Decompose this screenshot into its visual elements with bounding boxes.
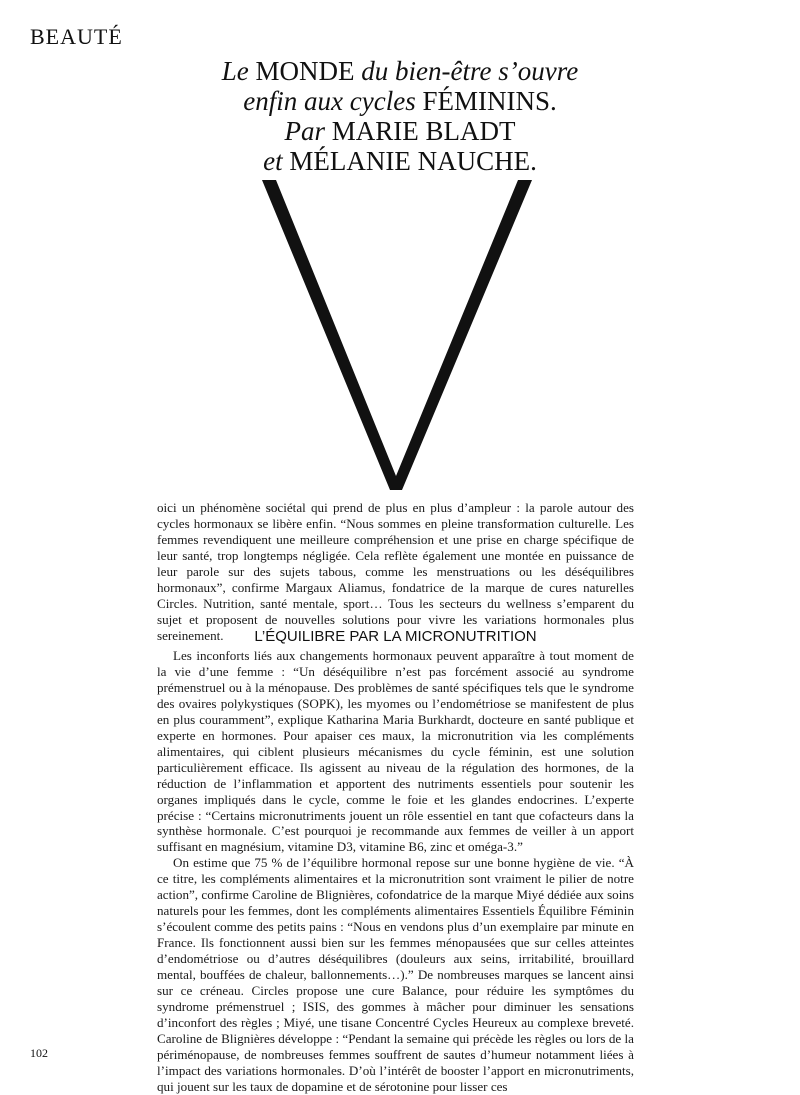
intro-text: oici un phénomène sociétal qui prend de plus en plus d’ampleur : la parole autour des cycles hormonaux se libère enfin. “Nous sommes en pleine transformation culturelle. Les femmes revendiquent une meilleure compréhension et une prise en charge spécifique de leur santé, trop longtemps négligée. Cela reflète également une montée en puissance de leur parole sur des sujets tabous, comme les menstruations ou les déséquilibres hormonaux”, confirme Margaux Aliamus, fondatrice de la marque de cures naturelles Circles. Nutrition, santé mentale, sport… Tous les secteurs du wellness s’emparent du sujet et proposent de nouvelles solutions pour vivre les variations hormonales plus sereinement. (157, 500, 634, 643)
body-paragraph: Les inconforts liés aux changements hormonaux peuvent apparaître à tout moment de la vie d’une femme : “Un déséquilibre n’est pas forcément associé au syndrome prémenstruel ou à la ménopause. Des problèmes de santé spécifiques tels que le syndrome des ovaires polykystiques (SOPK), les myomes ou l’endométriose se manifestent de plus en plus couramment”, explique Katharina Maria Burkhardt, docteure en santé publique et experte en hormones. Pour apaiser ces maux, la micronutrition via les compléments alimentaires, qui ciblent plusieurs mécanismes du cycle féminin, est une solution particulièrement efficace. Ils agissent au niveau de la régulation des hormones, de la réduction de l’inflammation et apportent des nutriments essentiels pour soutenir les organes impliqués dans le cycle, comme le foie et les glandes endocrines. L’experte précise : “Certains micronutriments jouent un rôle essentiel en tant que cofacteurs dans la synthèse hormonale. C’est pourquoi je recommande aux femmes de veiller à un apport suffisant en magnésium, vitamine D3, vitamine B6, zinc et oméga-3.” (157, 648, 634, 855)
headline-line (180, 86, 620, 116)
drop-cap (262, 180, 532, 490)
intro-paragraph (157, 500, 634, 644)
page-number: 102 (30, 1046, 48, 1060)
section-rubric: BEAUTÉ (30, 24, 123, 49)
section-heading: L’ÉQUILIBRE PAR LA MICRONUTRITION (254, 628, 537, 645)
headline-line (180, 116, 620, 146)
body-paragraph: On estime que 75 % de l’équilibre hormonal repose sur une bonne hygiène de vie. “À ce titre, les compléments alimentaires et la micronutrition sont vraiment le pilier de notre action”, confirme Caroline de Blignières, cofondatrice de la marque Miyé dédiée aux soins naturels pour les femmes, dont les compléments alimentaires Essentiels Équilibre Féminin s’écoulent comme des petits pains : “Nous en vendons plus d’un exemplaire par minute en France. Ils fonctionnent aussi bien sur les femmes ménopausées que sur celles atteintes d’endométriose ou d’autres déséquilibres (douleurs aux seins, irritabilité, brouillard mental, bouffées de chaleur, ballonnements…).” De nombreuses marques se lancent ainsi sur ce créneau. Circles propose une cure Balance, pour réduire les symptômes du syndrome prémenstruel ; ISIS, des gommes à mâcher pour diminuer les sensations d’inconfort des règles ; Miyé, une tisane Concentré Cycles Heureux au complexe breveté. Caroline de Blignières développe : “Pendant la semaine qui précède les règles ou lors de la périménopause, de nombreuses femmes souffrent de sautes d’humeur notamment liées à l’impact des variations hormonales. D’où l’intérêt de booster l’apport en micronutriments, qui jouent sur les taux de dopamine et de sérotonine pour lisser ces (157, 855, 634, 1094)
headline-segment: et (263, 146, 290, 176)
headline-segment: MONDE (255, 56, 355, 86)
headline-segment: du bien-être s’ouvre (354, 56, 579, 86)
headline-segment: Par (284, 116, 332, 146)
headline-segment: MÉLANIE NAUCHE. (289, 146, 537, 176)
headline-segment: Le (221, 56, 256, 86)
headline (180, 56, 620, 176)
headline-line (180, 56, 620, 86)
article-section (157, 628, 634, 1095)
headline-segment: FÉMININS. (422, 86, 557, 116)
headline-segment: enfin aux cycles (243, 86, 423, 116)
drop-cap-letter-v (262, 180, 532, 490)
headline-segment: MARIE BLADT (331, 116, 516, 146)
headline-line (180, 146, 620, 176)
